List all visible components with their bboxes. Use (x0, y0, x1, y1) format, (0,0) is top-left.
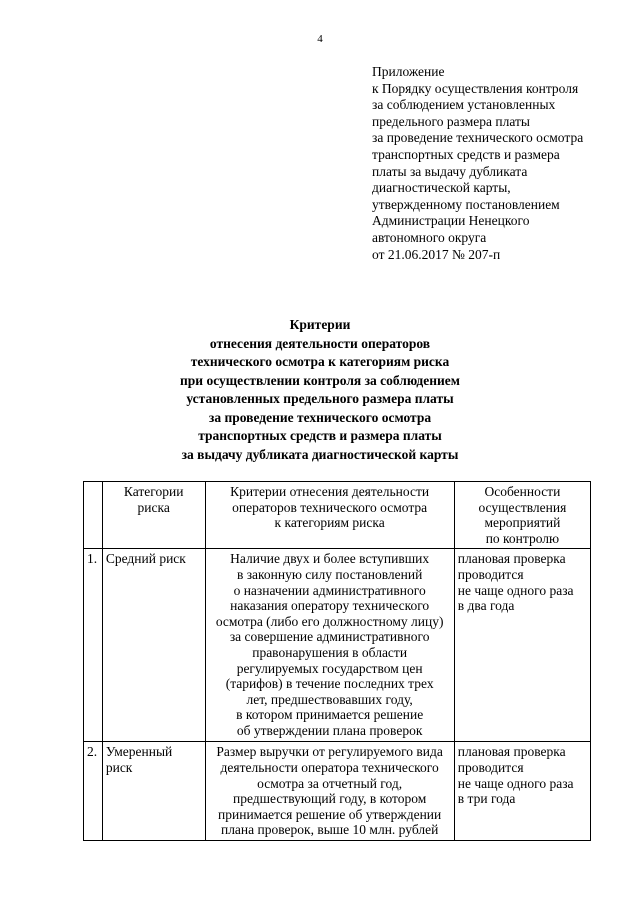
appendix-line: к Порядку осуществления контроля (372, 80, 579, 96)
row-number: 1. (84, 549, 103, 742)
appendix-line: утвержденному постановлением (372, 196, 560, 212)
appendix-line: транспортных средств и размера (372, 146, 560, 162)
row-features-line: в три года (457, 791, 516, 807)
row-features (454, 742, 590, 841)
row-criteria-line: правонарушения в области (252, 644, 408, 660)
row-criteria-line: о назначении административного (233, 582, 426, 598)
row-criteria-line: осмотра (либо его должностному лицу) (215, 613, 444, 629)
row-criteria (205, 549, 454, 742)
row-criteria-line: Размер выручки от регулируемого вида (216, 744, 443, 760)
row-category (102, 742, 205, 841)
appendix-line: от 21.06.2017 № 207-п (372, 246, 501, 262)
title-line: установленных предельного размера платы (186, 391, 454, 406)
header-number (84, 482, 103, 549)
header-category-line: Категории (123, 484, 184, 499)
row-criteria-line: принимается решение об утверждении (218, 806, 442, 822)
title-line: за выдачу дубликата диагностической карты (181, 446, 459, 462)
row-features-line: проводится (457, 759, 524, 775)
appendix-line: за проведение технического осмотра (372, 130, 584, 146)
row-criteria-line: за совершение административного (229, 629, 430, 645)
title-line: технического осмотра к категориям риска (190, 354, 450, 369)
header-category-line: риска (137, 499, 170, 515)
row-criteria-line: регулируемых государством цен (236, 660, 423, 676)
appendix-reference-block (372, 64, 632, 263)
row-criteria-line: (тарифов) в течение последних трех (225, 676, 434, 692)
row-category-line: Средний риск (105, 551, 186, 567)
header-features-line: Особенности (484, 484, 561, 499)
row-features-line: плановая проверка (457, 551, 566, 567)
page-number: 4 (317, 33, 323, 45)
title-line: за проведение технического осмотра (208, 409, 432, 425)
row-criteria (205, 742, 454, 841)
row-criteria-line: лет, предшествовавших году, (246, 691, 413, 707)
header-criteria-line: операторов технического осмотра (232, 499, 428, 515)
title-line: транспортных средств и размера платы (198, 428, 442, 443)
row-category-line: риск (105, 759, 133, 775)
table-row (84, 549, 591, 742)
title-line: отнесения деятельности операторов (209, 335, 431, 351)
document-title (0, 316, 640, 464)
row-criteria-line: плана проверок, выше 10 млн. рублей (220, 822, 439, 838)
appendix-line: за соблюдением установленных (372, 97, 556, 113)
appendix-line: автономного округа (372, 229, 487, 245)
row-features-line: не чаще одного раза (457, 582, 574, 598)
row-criteria-line: об утверждении плана проверок (236, 722, 423, 738)
header-category (102, 482, 205, 549)
criteria-table-container (83, 481, 593, 842)
row-features-line: не чаще одного раза (457, 775, 574, 791)
appendix-line: платы за выдачу дубликата (372, 163, 528, 179)
row-criteria-line: Наличие двух и более вступивших (230, 551, 430, 567)
row-features-line: проводится (457, 566, 524, 582)
header-criteria-line: Критерии отнесения деятельности (230, 484, 430, 499)
title-line: при осуществлении контроля за соблюдением (180, 372, 460, 388)
header-criteria (205, 482, 454, 549)
row-category (102, 549, 205, 742)
header-criteria-line: к категориям риска (274, 515, 385, 531)
row-criteria-line: в законную силу постановлений (236, 566, 423, 582)
appendix-line: Приложение (372, 64, 445, 79)
header-features-line: мероприятий (484, 515, 561, 531)
row-features (454, 549, 590, 742)
row-criteria-line: предшествующий году, в котором (233, 791, 427, 807)
row-criteria-line: наказания оператору технического (230, 598, 430, 614)
row-category-line: Умеренный (105, 744, 173, 760)
row-criteria-line: в котором принимается решение (236, 707, 424, 723)
header-features-line: осуществления (478, 499, 567, 515)
table-header-row (84, 482, 591, 549)
appendix-line: предельного размера платы (372, 113, 530, 129)
appendix-line: Администрации Ненецкого (372, 213, 530, 229)
title-line: Критерии (289, 317, 351, 332)
row-criteria-line: осмотра за отчетный год, (257, 775, 403, 791)
row-features-line: в два года (457, 598, 515, 614)
table-row (84, 742, 591, 841)
row-features-line: плановая проверка (457, 744, 566, 760)
appendix-line: диагностической карты, (372, 180, 511, 196)
header-features-line: по контролю (485, 530, 560, 546)
row-number: 2. (84, 742, 103, 841)
risk-criteria-table (83, 481, 591, 841)
header-features (454, 482, 590, 549)
row-criteria-line: деятельности оператора технического (220, 759, 439, 775)
